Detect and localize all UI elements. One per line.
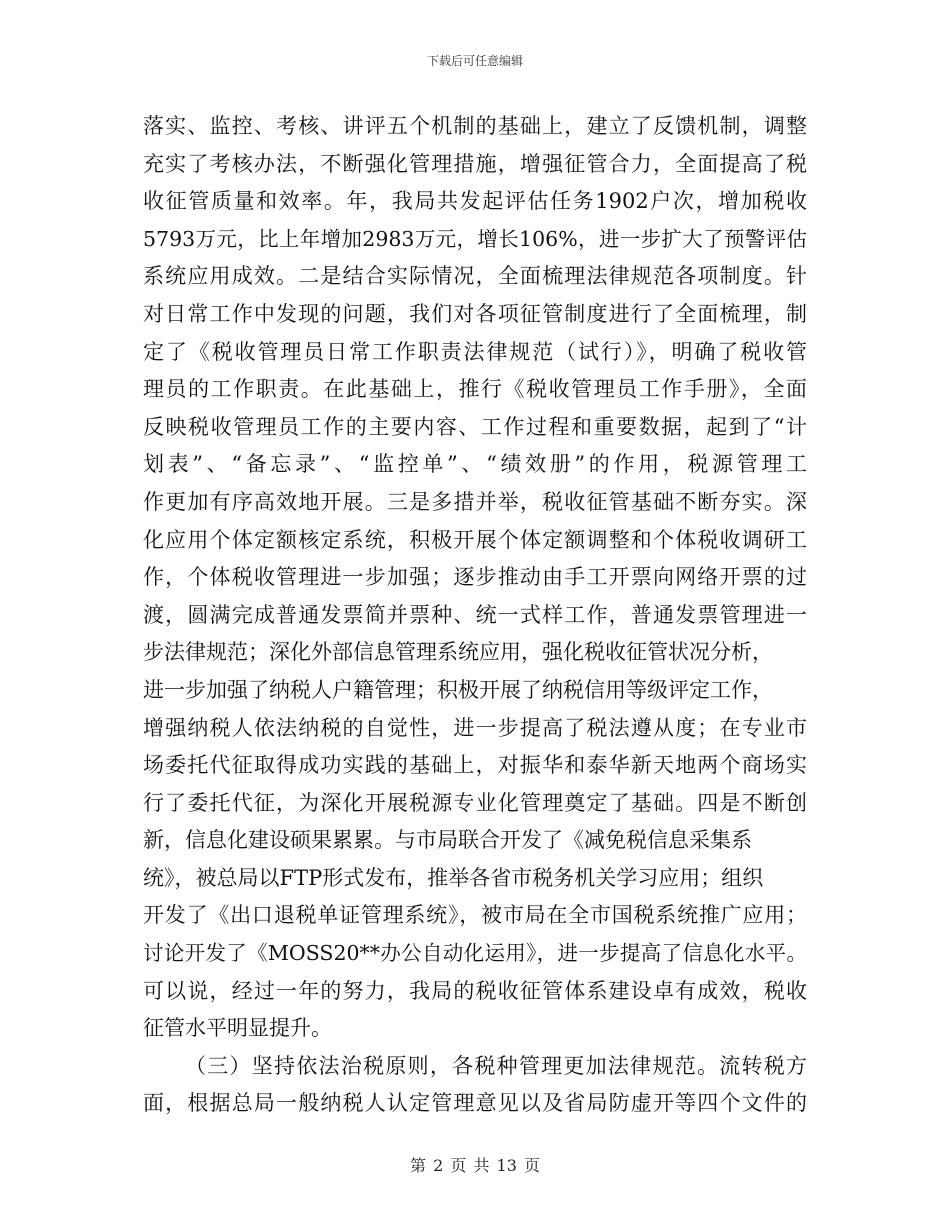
text-line: 化应用个体定额核定系统，积极开展个体定额调整和个体税收调研工 (143, 527, 807, 552)
text-line: 5793万元，比上年增加2983万元，增长106%，进一步扩大了预警评估 (143, 226, 807, 251)
paragraph-1 (143, 108, 807, 1048)
text-line: 对日常工作中发现的问题，我们对各项征管制度进行了全面梳理，制 (143, 301, 807, 326)
text-line: 收征管质量和效率。年，我局共发起评估任务1902户次，增加税收 (143, 189, 807, 214)
document-body (143, 108, 807, 1123)
text-line: （三）坚持依法治税原则，各税种管理更加法律规范。流转税方 (185, 1053, 807, 1078)
text-line: 可以说，经过一年的努力，我局的税收征管体系建设卓有成效，税收 (143, 978, 807, 1003)
text-line: 增强纳税人依法纳税的自觉性，进一步提高了税法遵从度；在专业市 (143, 715, 807, 740)
text-line: 讨论开发了《MOSS20**办公自动化运用》，进一步提高了信息化水平。 (143, 941, 807, 966)
text-line: 理员的工作职责。在此基础上，推行《税收管理员工作手册》，全面 (143, 377, 807, 402)
text-line: 渡，圆满完成普通发票简并票种、统一式样工作，普通发票管理进一 (143, 602, 807, 627)
text-line: 反映税收管理员工作的主要内容、工作过程和重要数据，起到了“计 (143, 414, 807, 439)
text-line: 充实了考核办法，不断强化管理措施，增强征管合力，全面提高了税 (143, 151, 807, 176)
text-line: 统》，被总局以FTP形式发布，推举各省市税务机关学习应用；组织 (143, 865, 764, 890)
page-header-note: 下载后可任意编辑 (426, 54, 523, 68)
text-line: 作更加有序高效地开展。三是多措并举，税收征管基础不断夯实。深 (143, 489, 807, 514)
text-line: 划表”、“备忘录”、“监控单”、“绩效册”的作用，税源管理工 (143, 452, 807, 477)
paragraph-2 (143, 1048, 807, 1123)
text-line: 落实、监控、考核、讲评五个机制的基础上，建立了反馈机制，调整 (143, 114, 807, 138)
text-line: 系统应用成效。二是结合实际情况，全面梳理法律规范各项制度。针 (143, 264, 807, 289)
page-number-footer: 第 2 页 共 13 页 (410, 1156, 540, 1175)
text-line: 行了委托代征，为深化开展税源专业化管理奠定了基础。四是不断创 (143, 790, 807, 815)
text-line: 作，个体税收管理进一步加强；逐步推动由手工开票向网络开票的过 (143, 565, 807, 590)
text-line: 征管水平明显提升。 (143, 1016, 332, 1041)
text-line: 定了《税收管理员日常工作职责法律规范（试行）》，明确了税收管 (143, 339, 807, 364)
text-line: 步法律规范；深化外部信息管理系统应用，强化税收征管状况分析， (143, 640, 773, 665)
text-line: 面，根据总局一般纳税人认定管理意见以及省局防虚开等四个文件的 (143, 1091, 807, 1116)
text-line: 新，信息化建设硕果累累。与市局联合开发了《减免税信息采集系 (143, 828, 752, 853)
text-line: 开发了《出口退税单证管理系统》，被市局在全市国税系统推广应用； (143, 903, 807, 928)
text-line: 场委托代征取得成功实践的基础上，对振华和泰华新天地两个商场实 (143, 753, 807, 778)
text-line: 进一步加强了纳税人户籍管理；积极开展了纳税信用等级评定工作， (143, 677, 773, 702)
